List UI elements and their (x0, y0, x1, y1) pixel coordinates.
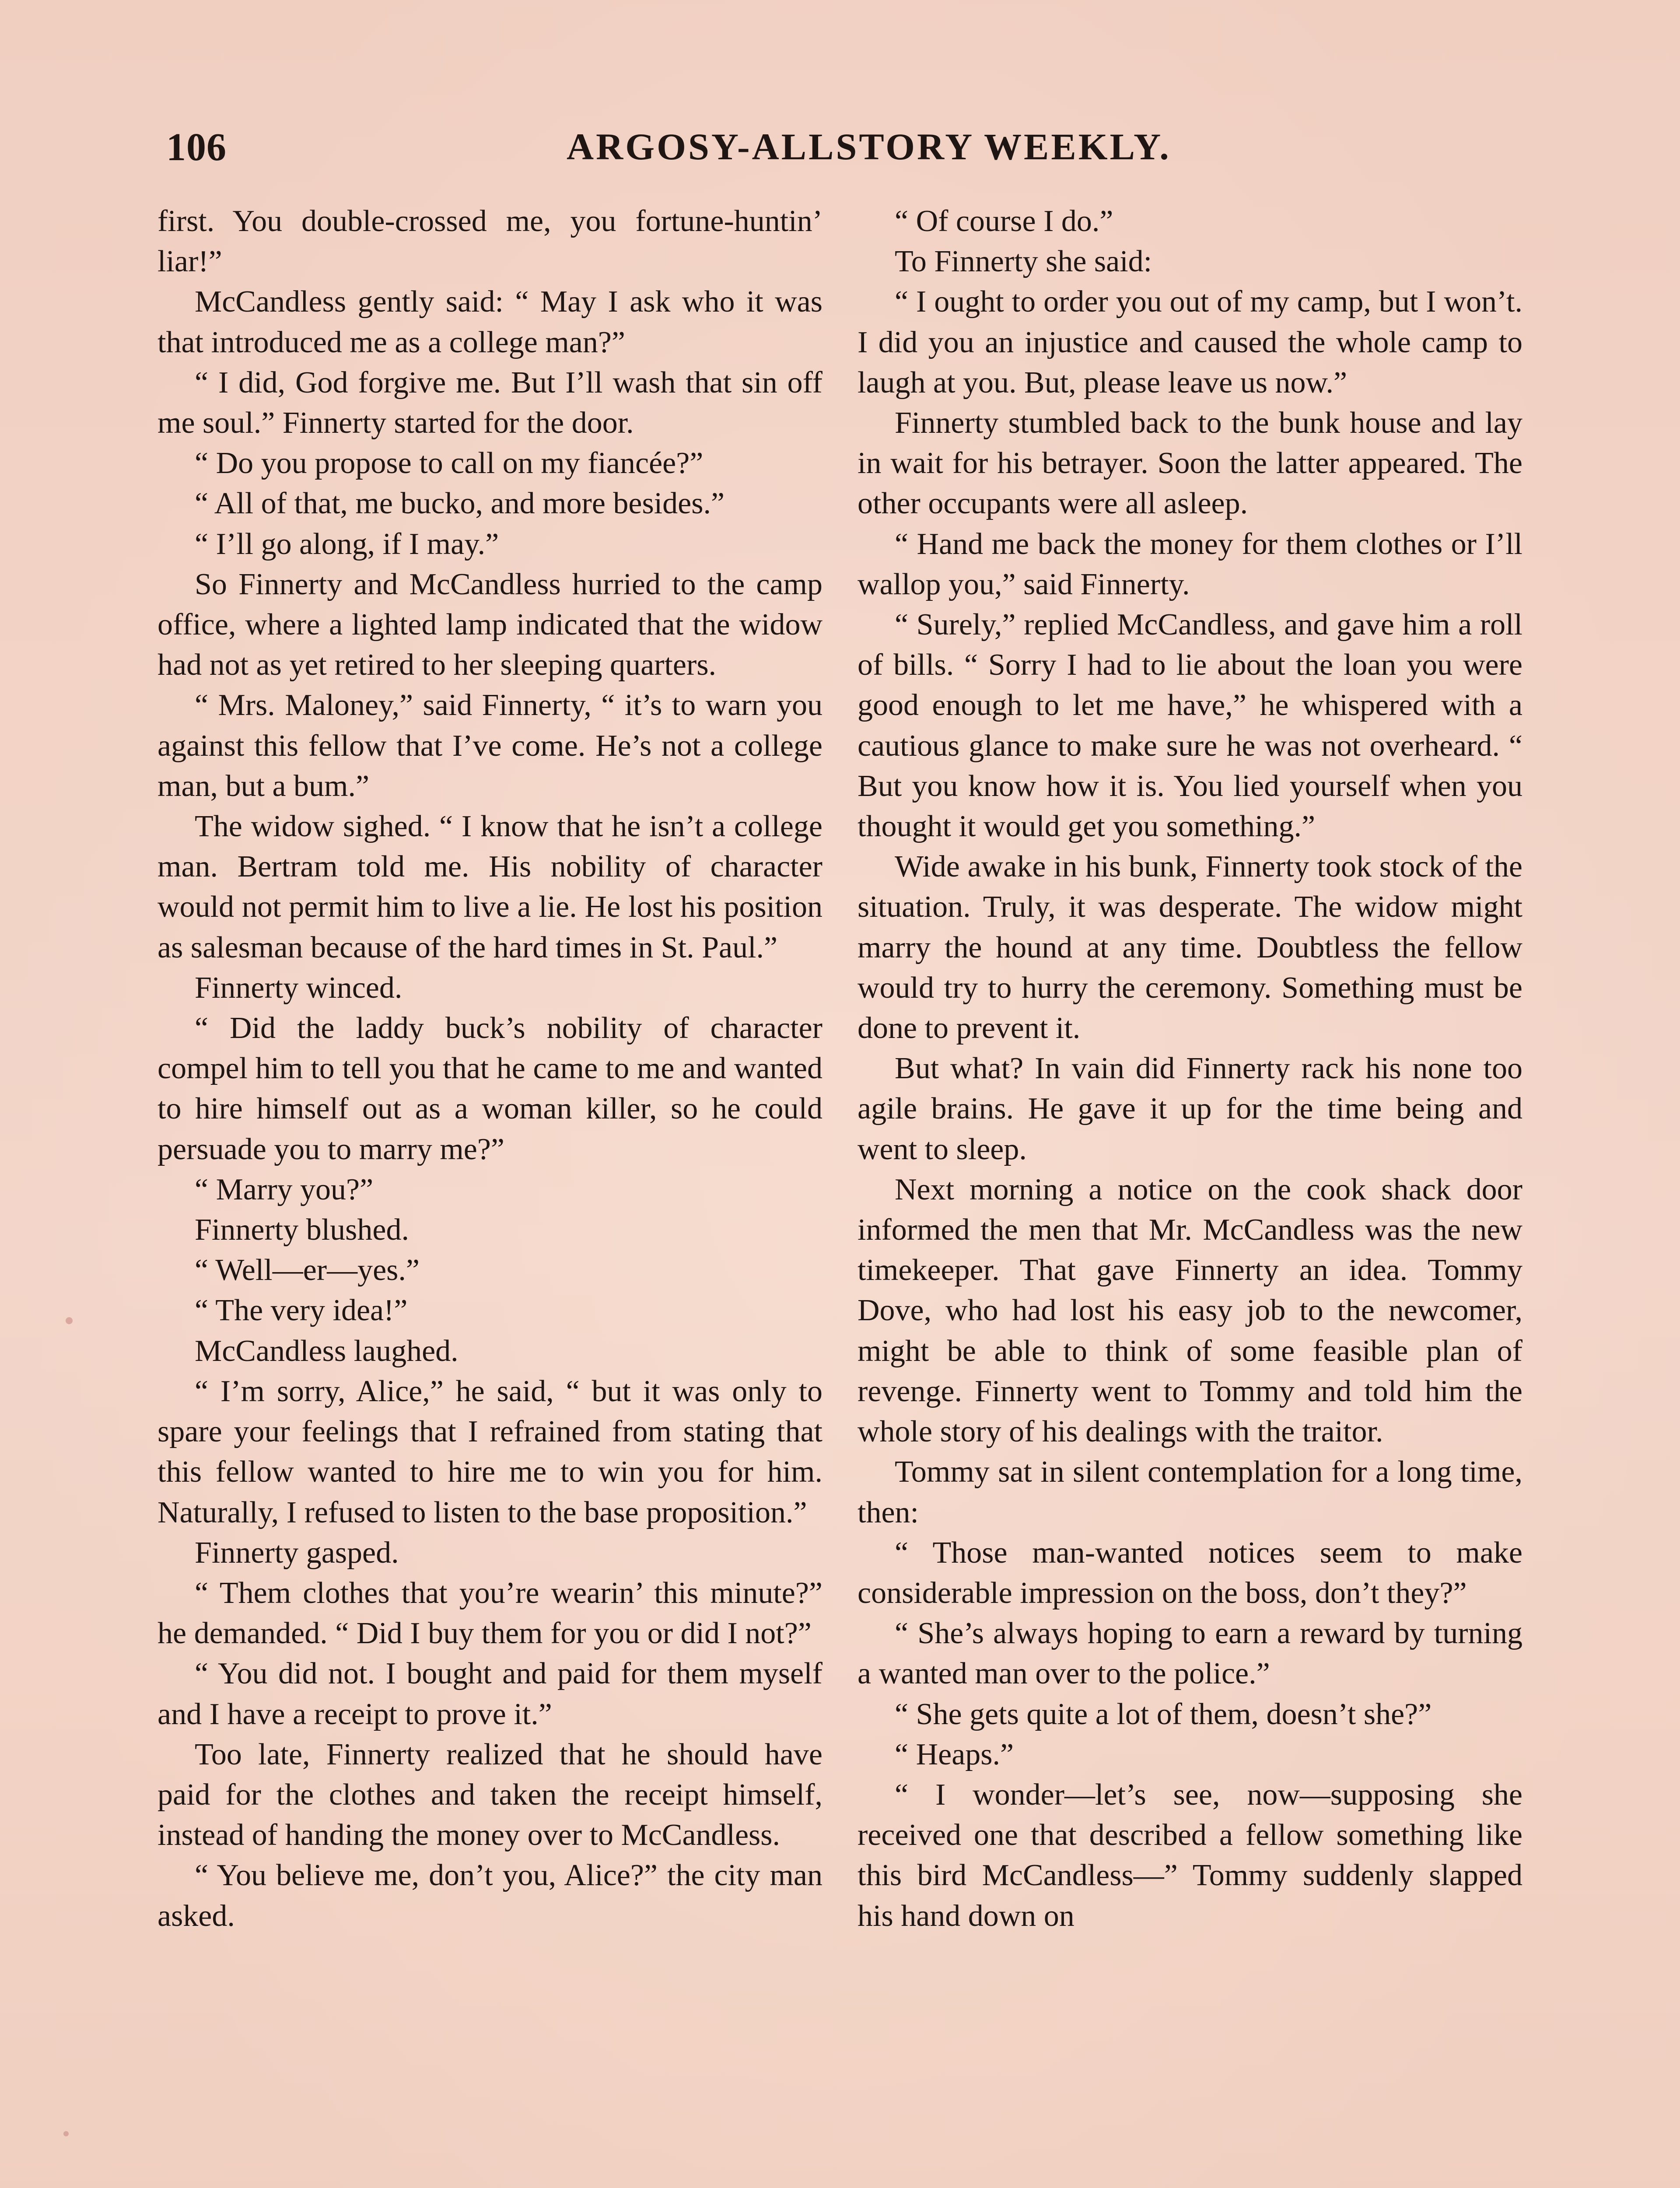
paragraph: “ Surely,” replied McCandless, and gave him a roll of bills. “ Sorry I had to lie about the loan you were good enough to let me have,” he whispered with a cautious glance to make sure he was not overheard. “ But you know how it is. You lied yourself when you thought it would get you something.” (858, 608, 1522, 844)
right-column (858, 201, 1522, 1936)
paragraph: To Finnerty she said: (895, 245, 1152, 279)
paragraph: McCandless gently said: “ May I ask who it was that introduced me as a college man?” (158, 285, 822, 359)
paragraph: “ I’ll go along, if I may.” (195, 527, 499, 561)
paper-speck (63, 2131, 69, 2136)
paragraph: “ I’m sorry, Alice,” he said, “ but it was only to spare your feelings that I refrained from stating that this fellow wanted to hire me to win you for him. Naturally, I refused to listen to the base proposition.” (158, 1374, 822, 1529)
paragraph: “ Them clothes that you’re wearin’ this minute?” he demanded. “ Did I buy them for you or did I not?” (158, 1576, 822, 1651)
paragraph: Tommy sat in silent contemplation for a long time, then: (858, 1455, 1522, 1529)
paragraph: “ Mrs. Maloney,” said Finnerty, “ it’s to warn you against this fellow that I’ve come. He’s not a college man, but a bum.” (158, 688, 822, 803)
running-head: ARGOSY-ALLSTORY WEEKLY. (567, 126, 1171, 168)
left-column (158, 201, 822, 1936)
paragraph: “ The very idea!” (195, 1294, 408, 1328)
paragraph: “ Did the laddy buck’s nobility of character compel him to tell you that he came to me and wanted to hire himself out as a woman killer, so he could persuade you to marry me?” (158, 1011, 822, 1166)
paragraph: “ I wonder—let’s see, now—supposing she received one that described a fellow something like this bird McCandless—” Tommy suddenly slapped his hand down on (858, 1778, 1522, 1933)
paragraph: Too late, Finnerty realized that he should have paid for the clothes and taken the receipt himself, instead of handing the money over to McCandless. (158, 1737, 822, 1852)
page-header (166, 125, 1522, 177)
paragraph: Finnerty winced. (195, 971, 402, 1005)
paragraph: “ You believe me, don’t you, Alice?” the city man asked. (158, 1858, 822, 1933)
paragraph: Finnerty blushed. (195, 1213, 409, 1247)
paragraph: So Finnerty and McCandless hurried to the camp office, where a lighted lamp indicated that the widow had not as yet retired to her sleeping quarters. (158, 567, 822, 682)
page-number: 106 (166, 126, 227, 169)
paragraph: The widow sighed. “ I know that he isn’t a college man. Bertram told me. His nobility of character would not permit him to live a lie. He lost his position as salesman because of the hard times in St. Paul.” (158, 810, 822, 964)
paragraph: first. You double-crossed me, you fortune-huntin’ liar!” (158, 204, 822, 279)
paragraph: Next morning a notice on the cook shack door informed the men that Mr. McCandless was the new timekeeper. That gave Finnerty an idea. Tommy Dove, who had lost his easy job to the newcomer, might be able to think of some feasible plan of revenge. Finnerty went to Tommy and told him the whole story of his dealings with the traitor. (858, 1172, 1522, 1449)
paragraph: “ All of that, me bucko, and more besides.” (195, 487, 725, 521)
paragraph: “ Well—er—yes.” (195, 1253, 420, 1287)
paragraph: “ I ought to order you out of my camp, but I won’t. I did you an injustice and caused the whole camp to laugh at you. But, please leave us now.” (858, 285, 1522, 400)
paragraph: Wide awake in his bunk, Finnerty took stock of the situation. Truly, it was desperate. The widow might marry the hound at any time. Doubtless the fellow would try to hurry the ceremony. Something must be done to prevent it. (858, 850, 1522, 1045)
paper-speck (66, 1317, 73, 1324)
paragraph: “ She’s always hoping to earn a reward by turning a wanted man over to the police.” (858, 1616, 1522, 1691)
paragraph: “ You did not. I bought and paid for them myself and I have a receipt to prove it.” (158, 1657, 822, 1731)
paragraph: Finnerty stumbled back to the bunk house and lay in wait for his betrayer. Soon the latter appeared. The other occupants were all asleep. (858, 406, 1522, 521)
paragraph: “ Do you propose to call on my fiancée?” (195, 446, 704, 480)
paragraph: “ Marry you?” (195, 1172, 374, 1206)
paragraph: “ Hand me back the money for them clothes or I’ll wallop you,” said Finnerty. (858, 527, 1522, 601)
paragraph: Finnerty gasped. (195, 1536, 399, 1570)
paragraph: “ She gets quite a lot of them, doesn’t she?” (895, 1697, 1432, 1731)
paragraph: “ Those man-wanted notices seem to make considerable impression on the boss, don’t they?” (858, 1536, 1522, 1610)
paragraph: But what? In vain did Finnerty rack his none too agile brains. He gave it up for the time being and went to sleep. (858, 1052, 1522, 1166)
paragraph: “ Heaps.” (895, 1737, 1014, 1771)
paragraph: “ I did, God forgive me. But I’ll wash that sin off me soul.” Finnerty started for the door. (158, 365, 822, 440)
paragraph: “ Of course I do.” (895, 204, 1113, 238)
paragraph: McCandless laughed. (195, 1334, 458, 1368)
